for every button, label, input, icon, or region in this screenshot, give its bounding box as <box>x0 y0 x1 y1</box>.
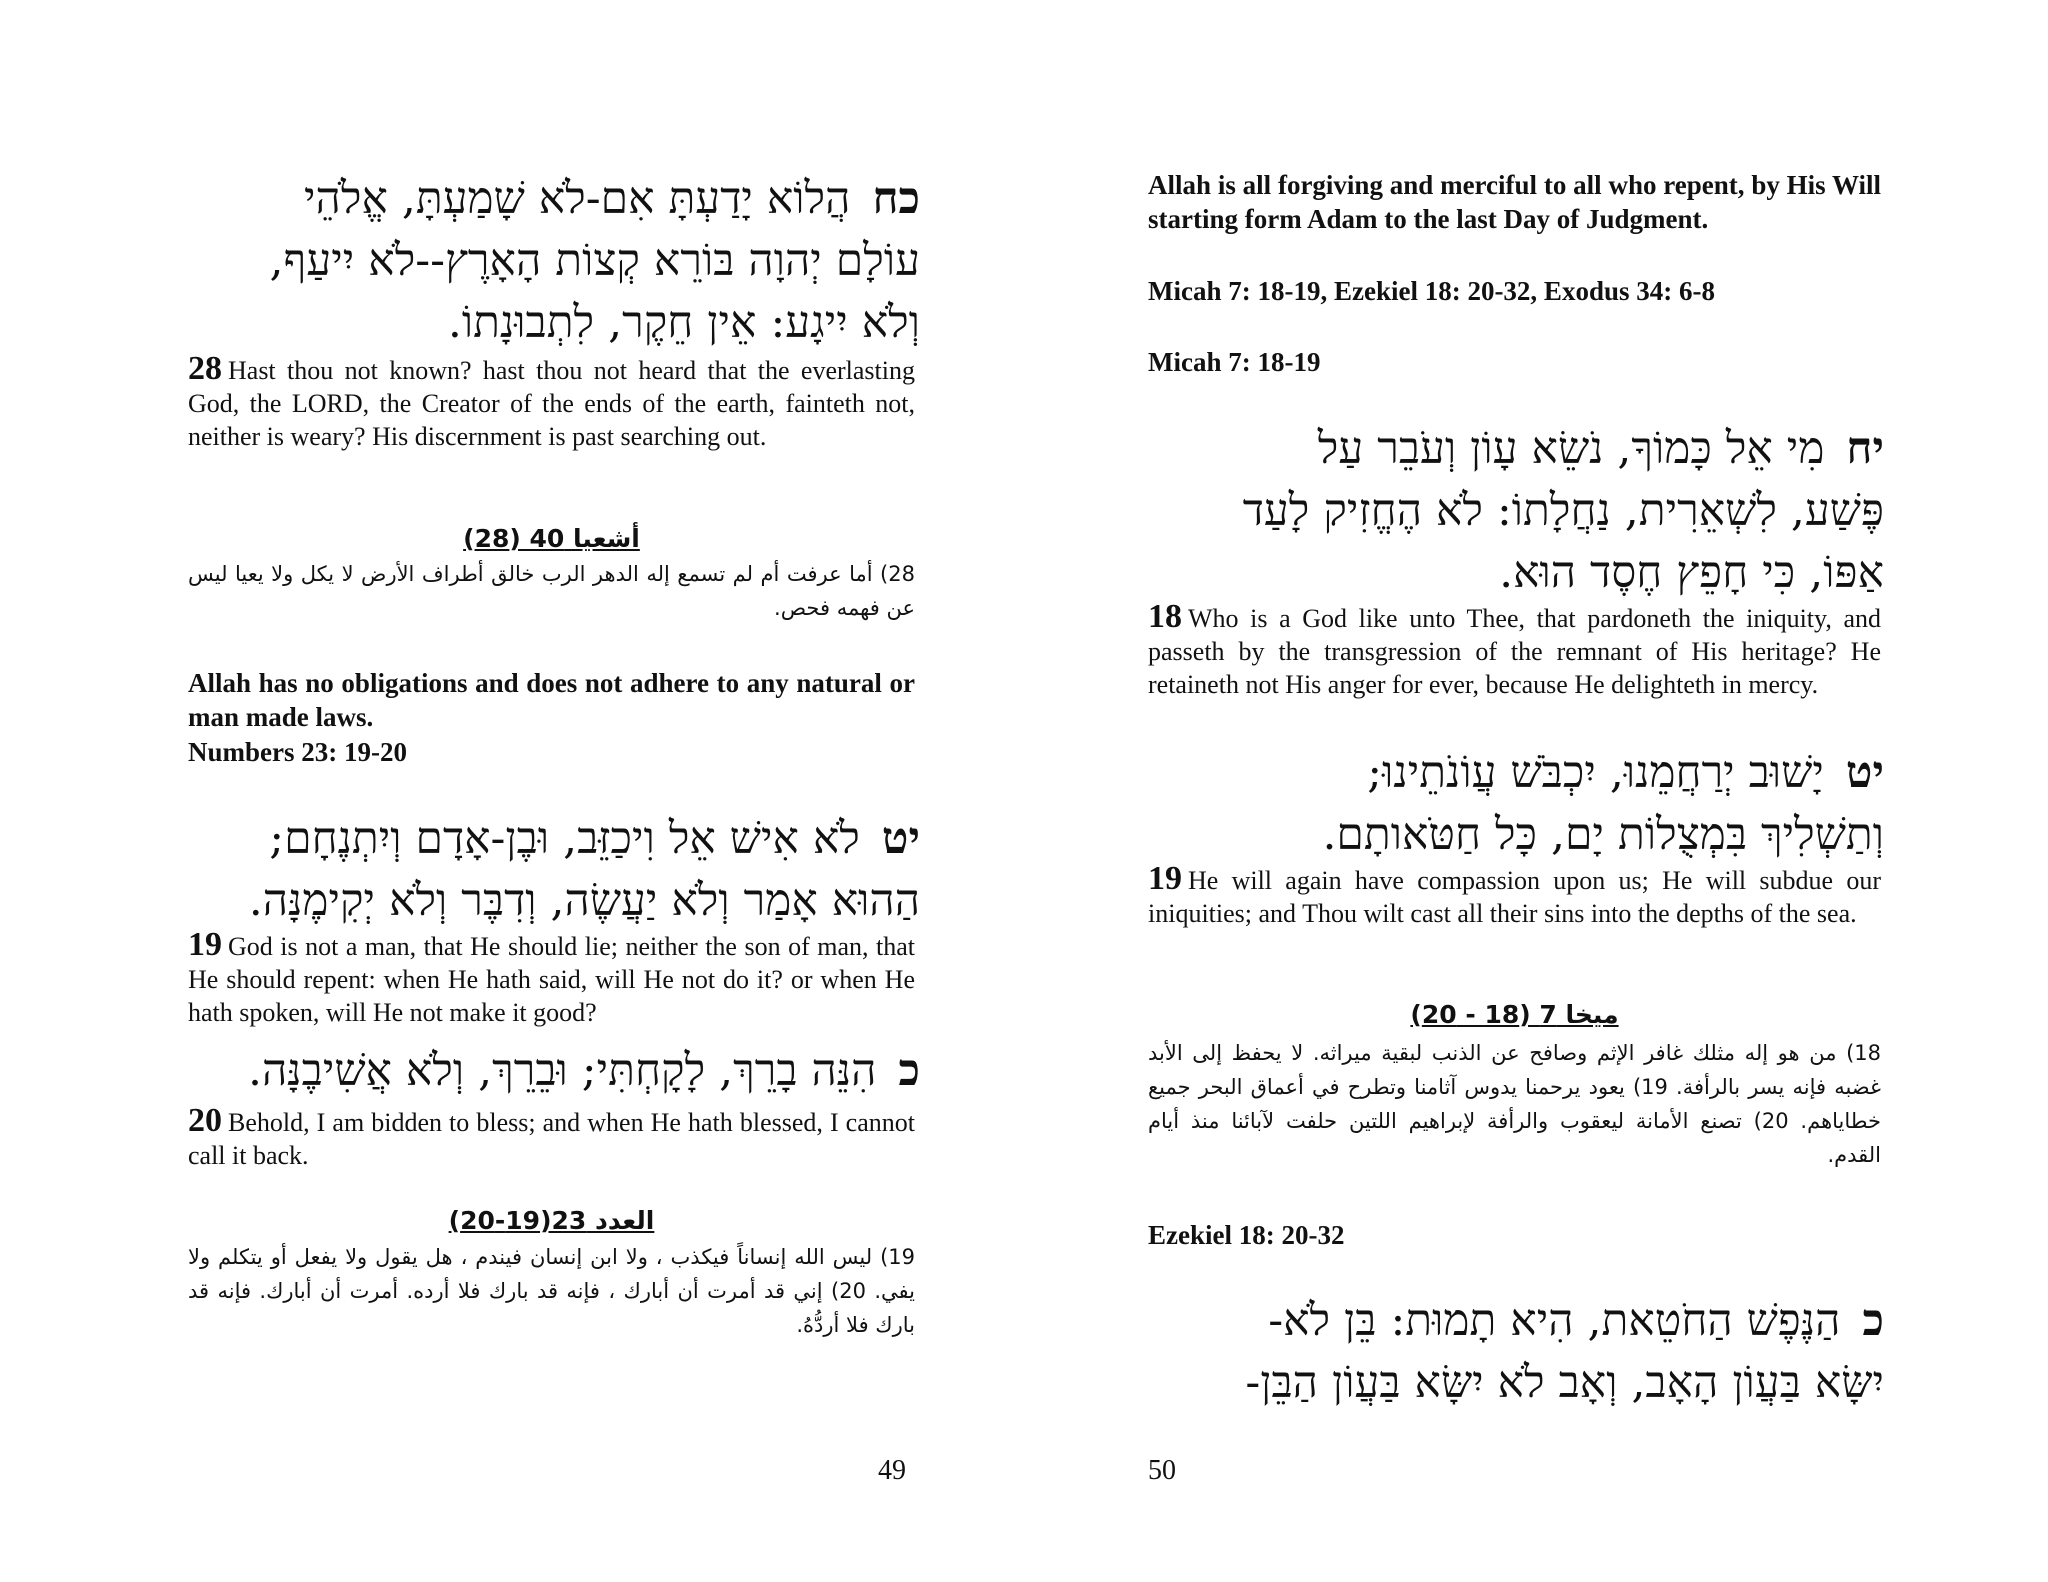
verse-number: 20 <box>188 1102 222 1139</box>
hebrew-line: הֲלוֹא יָדַעְתָּ אִם-לֹא שָׁמַעְתָּ, אֱלֹהֵי <box>304 173 851 224</box>
hebrew-line: הִנֵּה בָרֵךְ, לָקָחְתִּי; וּבֵרֵךְ, וְלֹא אֲשִׁיבֶנָּה. <box>248 1045 877 1096</box>
hebrew-verse-number: כ <box>898 1045 920 1096</box>
section-references: Micah 7: 18-19, Ezekiel 18: 20-32, Exodus 34: 6-8 <box>1148 276 1715 306</box>
english-verse-28 <box>188 352 915 453</box>
verse-number: 19 <box>188 926 222 963</box>
hebrew-line: יָשׁוּב יְרַחֲמֵנוּ, יִכְבֹּשׁ עֲוֹנֹתֵינוּ; <box>1367 747 1824 798</box>
english-verse-19 <box>1148 862 1881 930</box>
hebrew-line: וְלֹא יִיגָע: אֵין חֵקֶר, לִתְבוּנָתוֹ. <box>447 297 920 348</box>
hebrew-verse-19 <box>1124 742 1884 866</box>
hebrew-verse-18 <box>1124 418 1884 604</box>
hebrew-line: וְתַשְׁלִיךְ בִּמְצֻלוֹת יָם, כָּל חַטֹּאותָם. <box>1322 809 1884 860</box>
hebrew-line: מִי אֵל כָּמוֹךָ, נֹשֵׂא עָוֹן וְעֹבֵר עַל <box>1317 423 1825 474</box>
verse-text: Hast thou not known? hast thou not heard that the everlasting God, the LORD, the Creator of the ends of the earth, fainteth not, neither is weary? His discernment is past searching out. <box>188 356 915 451</box>
arabic-reference-title: ميخا 7 (18 - 20) <box>1410 1000 1619 1029</box>
arabic-reference-title: أشعيا 40 (28) <box>463 524 640 553</box>
hebrew-line: אַפּוֹ, כִּי חָפֵץ חֶסֶד הוּא. <box>1499 547 1884 598</box>
arabic-verse-text: 18) من هو إله مثلك غافر الإثم وصافح عن الذنب لبقية ميراثه. لا يحفظ إلى الأبد غضبه فإنه يسر بالرأفة. 19) يعود يرحمنا يدوس آثامنا وتطرح في أعماق البحر جميع خطاياهم. 20) تصنع الأمانة ليعقوب والرأفة لإبراهيم اللتين حلفت لآبائنا منذ أيام القدم. <box>1148 1041 1881 1167</box>
hebrew-line: עוֹלָם יְהוָה בּוֹרֵא קְצוֹת הָאָרֶץ--לֹא יִיעַף, <box>269 235 920 286</box>
page-number: 50 <box>1148 1455 1176 1486</box>
section-heading: Allah is all forgiving and merciful to all who repent, by His Will starting form Adam to the last Day of Judgment. <box>1148 170 1881 234</box>
hebrew-verse-number: יט <box>881 813 920 864</box>
verse-text: He will again have compassion upon us; He will subdue our iniquities; and Thou wilt cast all their sins into the depths of the sea. <box>1148 866 1881 928</box>
hebrew-verse-19 <box>150 808 920 932</box>
verse-text: Behold, I am bidden to bless; and when He hath blessed, I cannot call it back. <box>188 1108 915 1170</box>
hebrew-line: הַהוּא אָמַר וְלֹא יַעֲשֶׂה, וְדִבֶּר וְלֹא יְקִימֶנָּה. <box>248 875 920 926</box>
right-page <box>1024 0 2048 1582</box>
sub-heading-micah: Micah 7: 18-19 <box>1148 347 1321 377</box>
english-verse-18 <box>1148 600 1881 701</box>
hebrew-verse-20 <box>1124 1290 1884 1414</box>
arabic-verse-text: 19) ليس الله إنساناً فيكذب ، ولا ابن إنسان فيندم ، هل يقول ولا يفعل أو يتكلم ولا يفي. 20) إني قد أمرت أن أبارك ، فإنه قد بارك فلا أرده. أمرت أن أبارك. فإنه قد بارك فلا أردُّهُ. <box>188 1245 915 1337</box>
hebrew-line: הַנֶּפֶשׁ הַחֹטֵאת, הִיא תָמוּת: בֵּן לֹא- <box>1268 1295 1841 1346</box>
hebrew-verse-20 <box>150 1040 920 1102</box>
section-heading: Allah has no obligations and does not adhere to any natural or man made laws. <box>188 668 915 732</box>
english-verse-19 <box>188 928 915 1029</box>
verse-number: 18 <box>1148 598 1182 635</box>
section-reference: Numbers 23: 19-20 <box>188 737 407 767</box>
arabic-reference-title: العدد 23(19-20) <box>448 1206 655 1235</box>
verse-text: God is not a man, that He should lie; neither the son of man, that He should repent: when He hath said, will He not do it? or when He hath spoken, will He not make it good? <box>188 932 915 1027</box>
hebrew-line: יִשָּׂא בַּעֲוֹן הָאָב, וְאָב לֹא יִשָּׂא בַּעֲוֹן הַבֵּן- <box>1245 1357 1884 1408</box>
hebrew-verse-number: יח <box>1846 423 1884 474</box>
sub-heading-ezekiel: Ezekiel 18: 20-32 <box>1148 1220 1345 1250</box>
arabic-verse-text: 28) أما عرفت أم لم تسمع إله الدهر الرب خالق أطراف الأرض لا يكل ولا يعيا ليس عن فهمه فحص. <box>188 562 915 620</box>
verse-number: 28 <box>188 350 222 387</box>
hebrew-verse-number: כ <box>1862 1295 1884 1346</box>
hebrew-line: לֹא אִישׁ אֵל וִיכַזֵּב, וּבֶן-אָדָם וְיִתְנֶחָם; <box>269 813 860 864</box>
verse-number: 19 <box>1148 860 1182 897</box>
hebrew-line: פֶּשַׁע, לִשְׁאֵרִית, נַחֲלָתוֹ: לֹא הֶחֱזִיק לָעַד <box>1242 485 1884 536</box>
hebrew-verse-number: יט <box>1845 747 1884 798</box>
hebrew-verse-28 <box>185 168 920 354</box>
english-verse-20 <box>188 1104 915 1172</box>
page-number: 49 <box>878 1455 906 1486</box>
verse-text: Who is a God like unto Thee, that pardoneth the iniquity, and passeth by the transgression of the remnant of His heritage? He retaineth not His anger for ever, because He delighteth in mercy. <box>1148 604 1881 699</box>
hebrew-verse-number: כח <box>872 173 920 224</box>
